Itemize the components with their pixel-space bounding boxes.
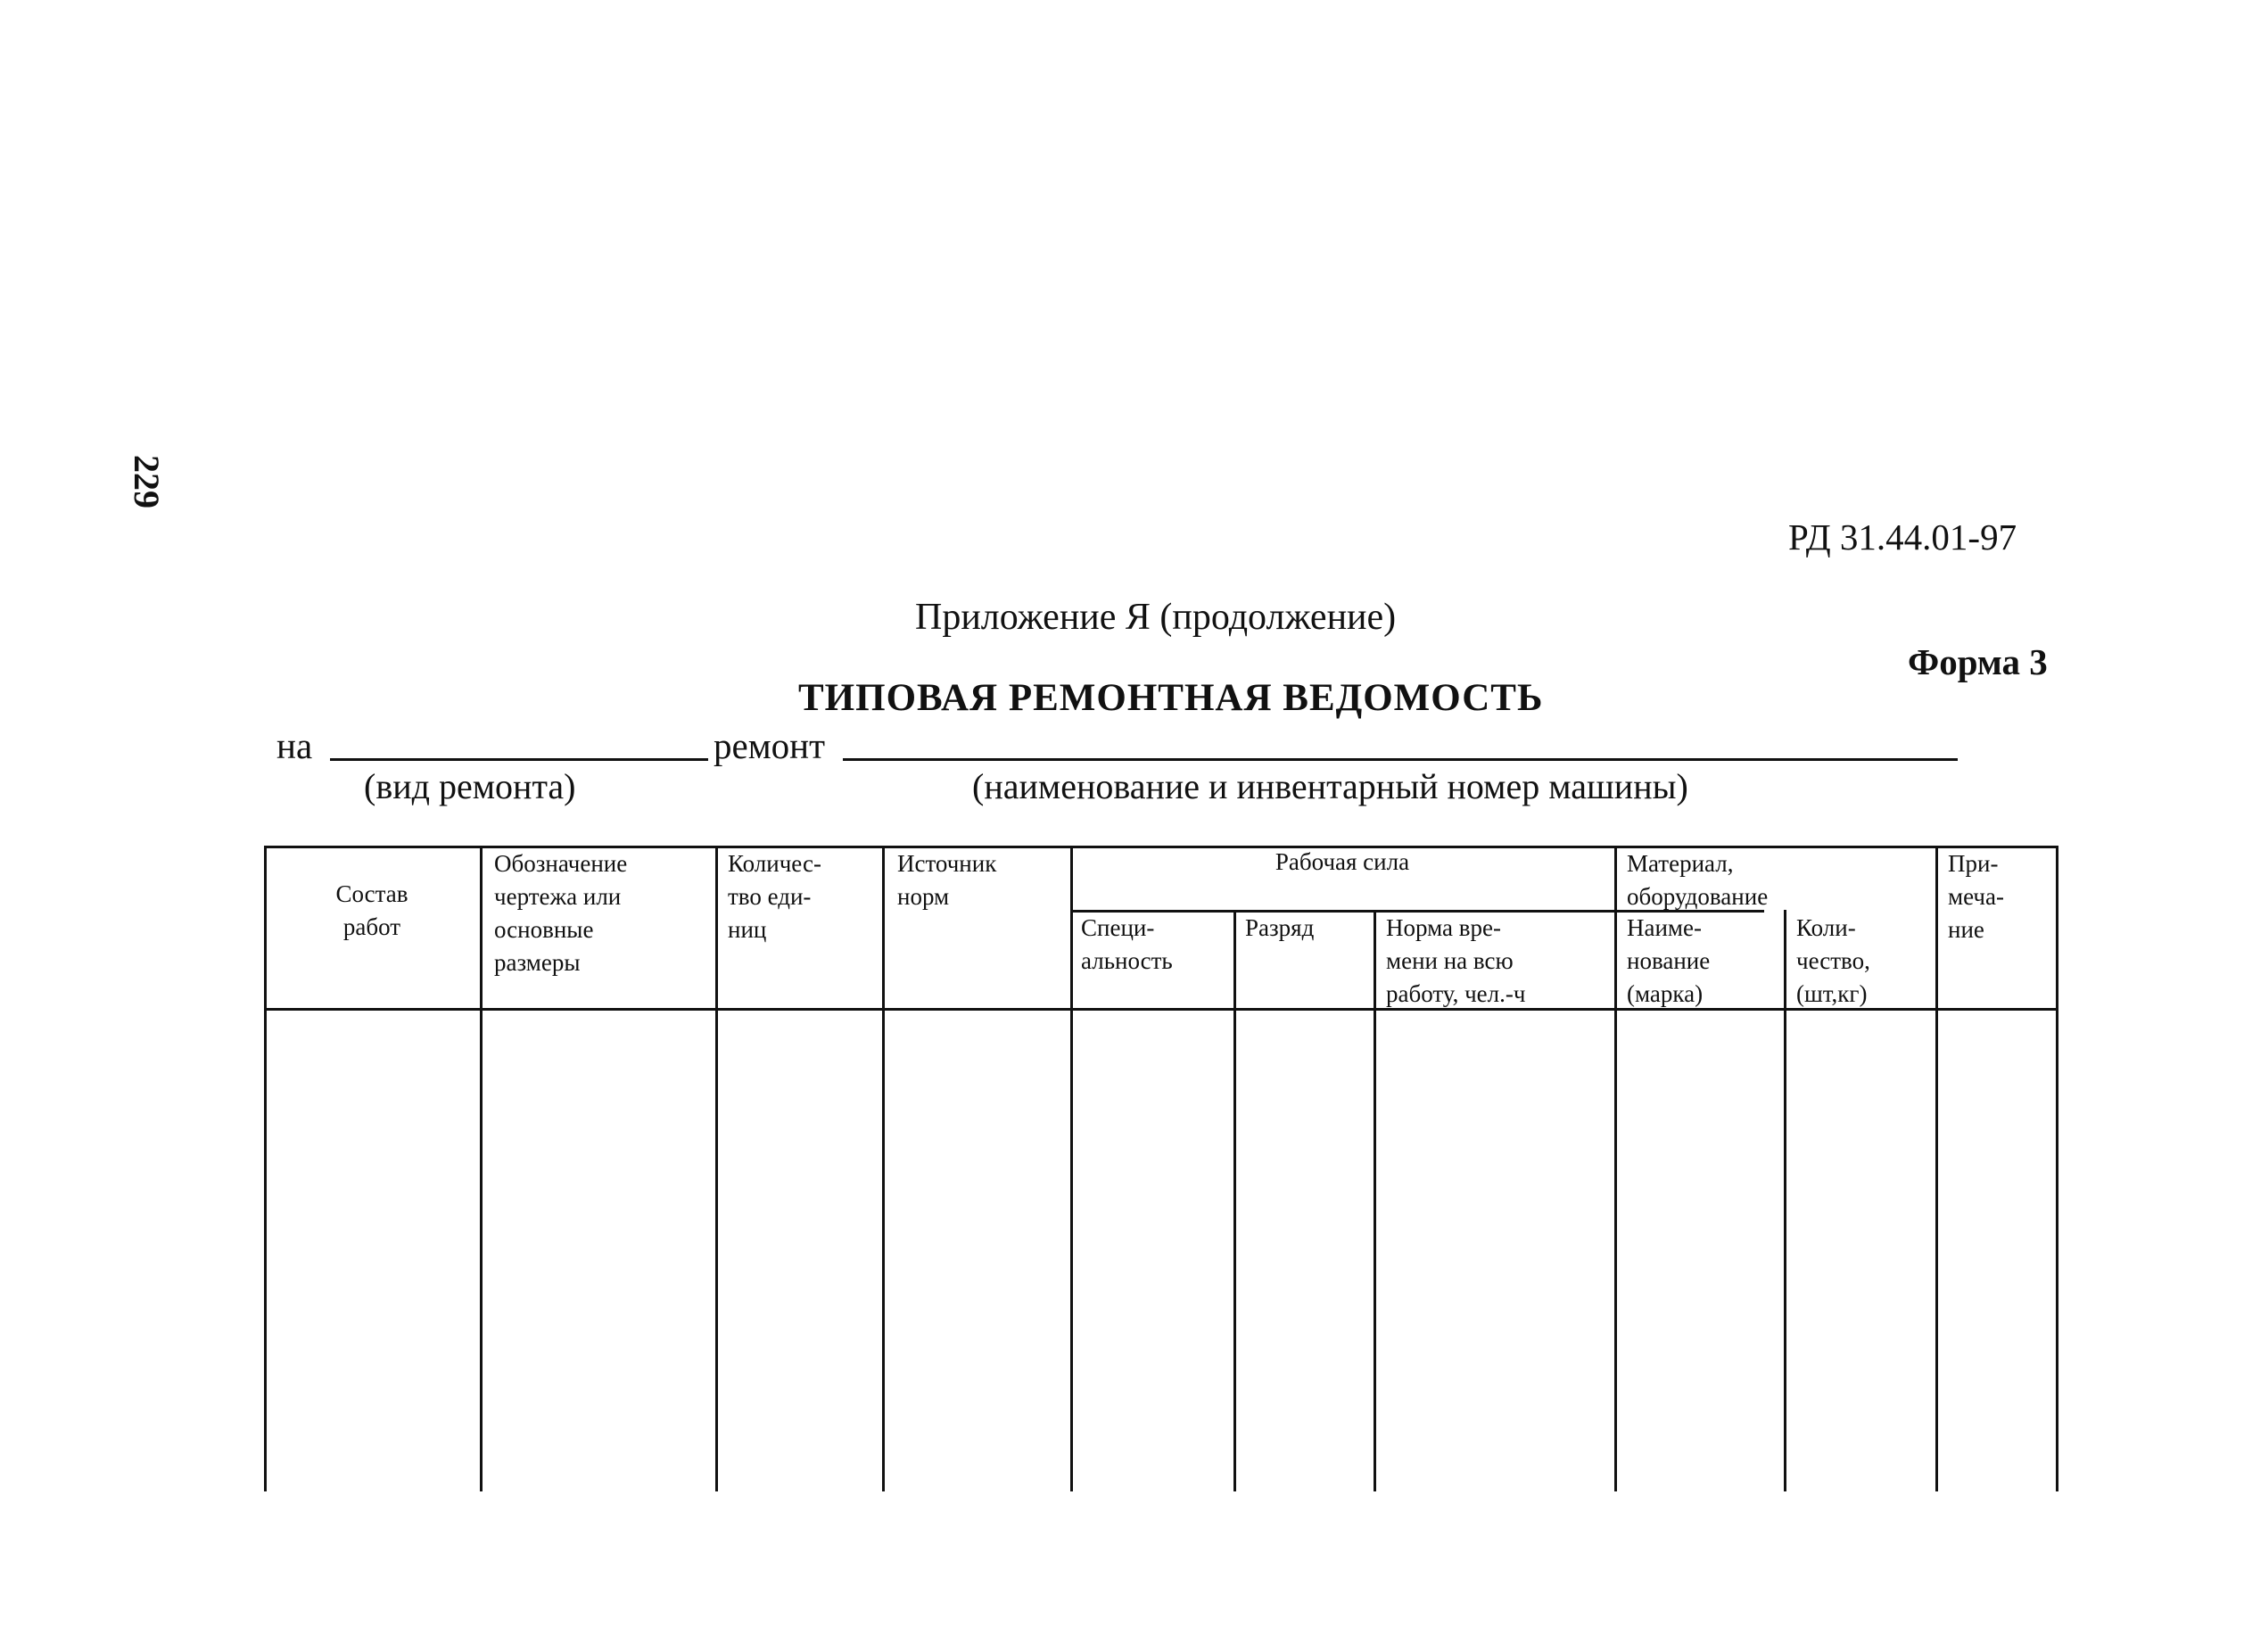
page-number: 229 [127,455,167,508]
subheader-kolichestvo: Коли- чество, (шт,кг) [1796,914,1870,1007]
machine-name-caption: (наименование и инвентарный номер машины) [972,766,1688,806]
header-sostav-rabot: Состав работ [335,880,408,940]
header-rabochaya-sila: Рабочая сила [1275,848,1410,875]
table-body-empty [264,1011,2058,1491]
appendix-heading: Приложение Я (продолжение) [915,597,1397,638]
subheader-naimenovanie: Наиме- нование (марка) [1627,914,1711,1007]
subheader-specialnost: Специ- альность [1081,914,1173,974]
header-material: Материал, оборудование [1627,850,1769,910]
machine-name-blank [843,758,1958,761]
repair-form-table [264,846,2058,1491]
header-istochnik-norm: Источник норм [897,850,997,910]
subheader-norma-vremeni: Норма вре- мени на всю работу, чел.-ч [1386,914,1526,1007]
fill-line-middle: ремонт [714,725,826,766]
document-title: ТИПОВАЯ РЕМОНТНАЯ ВЕДОМОСТЬ [798,677,1544,719]
repair-type-blank [330,758,708,761]
header-primechanie: При- меча- ние [1948,850,2004,943]
form-label: Форма 3 [1908,641,2048,682]
repair-type-caption: (вид ремонта) [364,766,576,806]
header-oboznachenie: Обозначение чертежа или основные размеры [494,850,628,976]
document-code: РД 31.44.01-97 [1788,516,2017,558]
header-kolichestvo-edinic: Количес- тво еди- ниц [728,850,821,943]
subheader-razryad: Разряд [1245,914,1315,941]
fill-line-prefix: на [276,725,313,766]
